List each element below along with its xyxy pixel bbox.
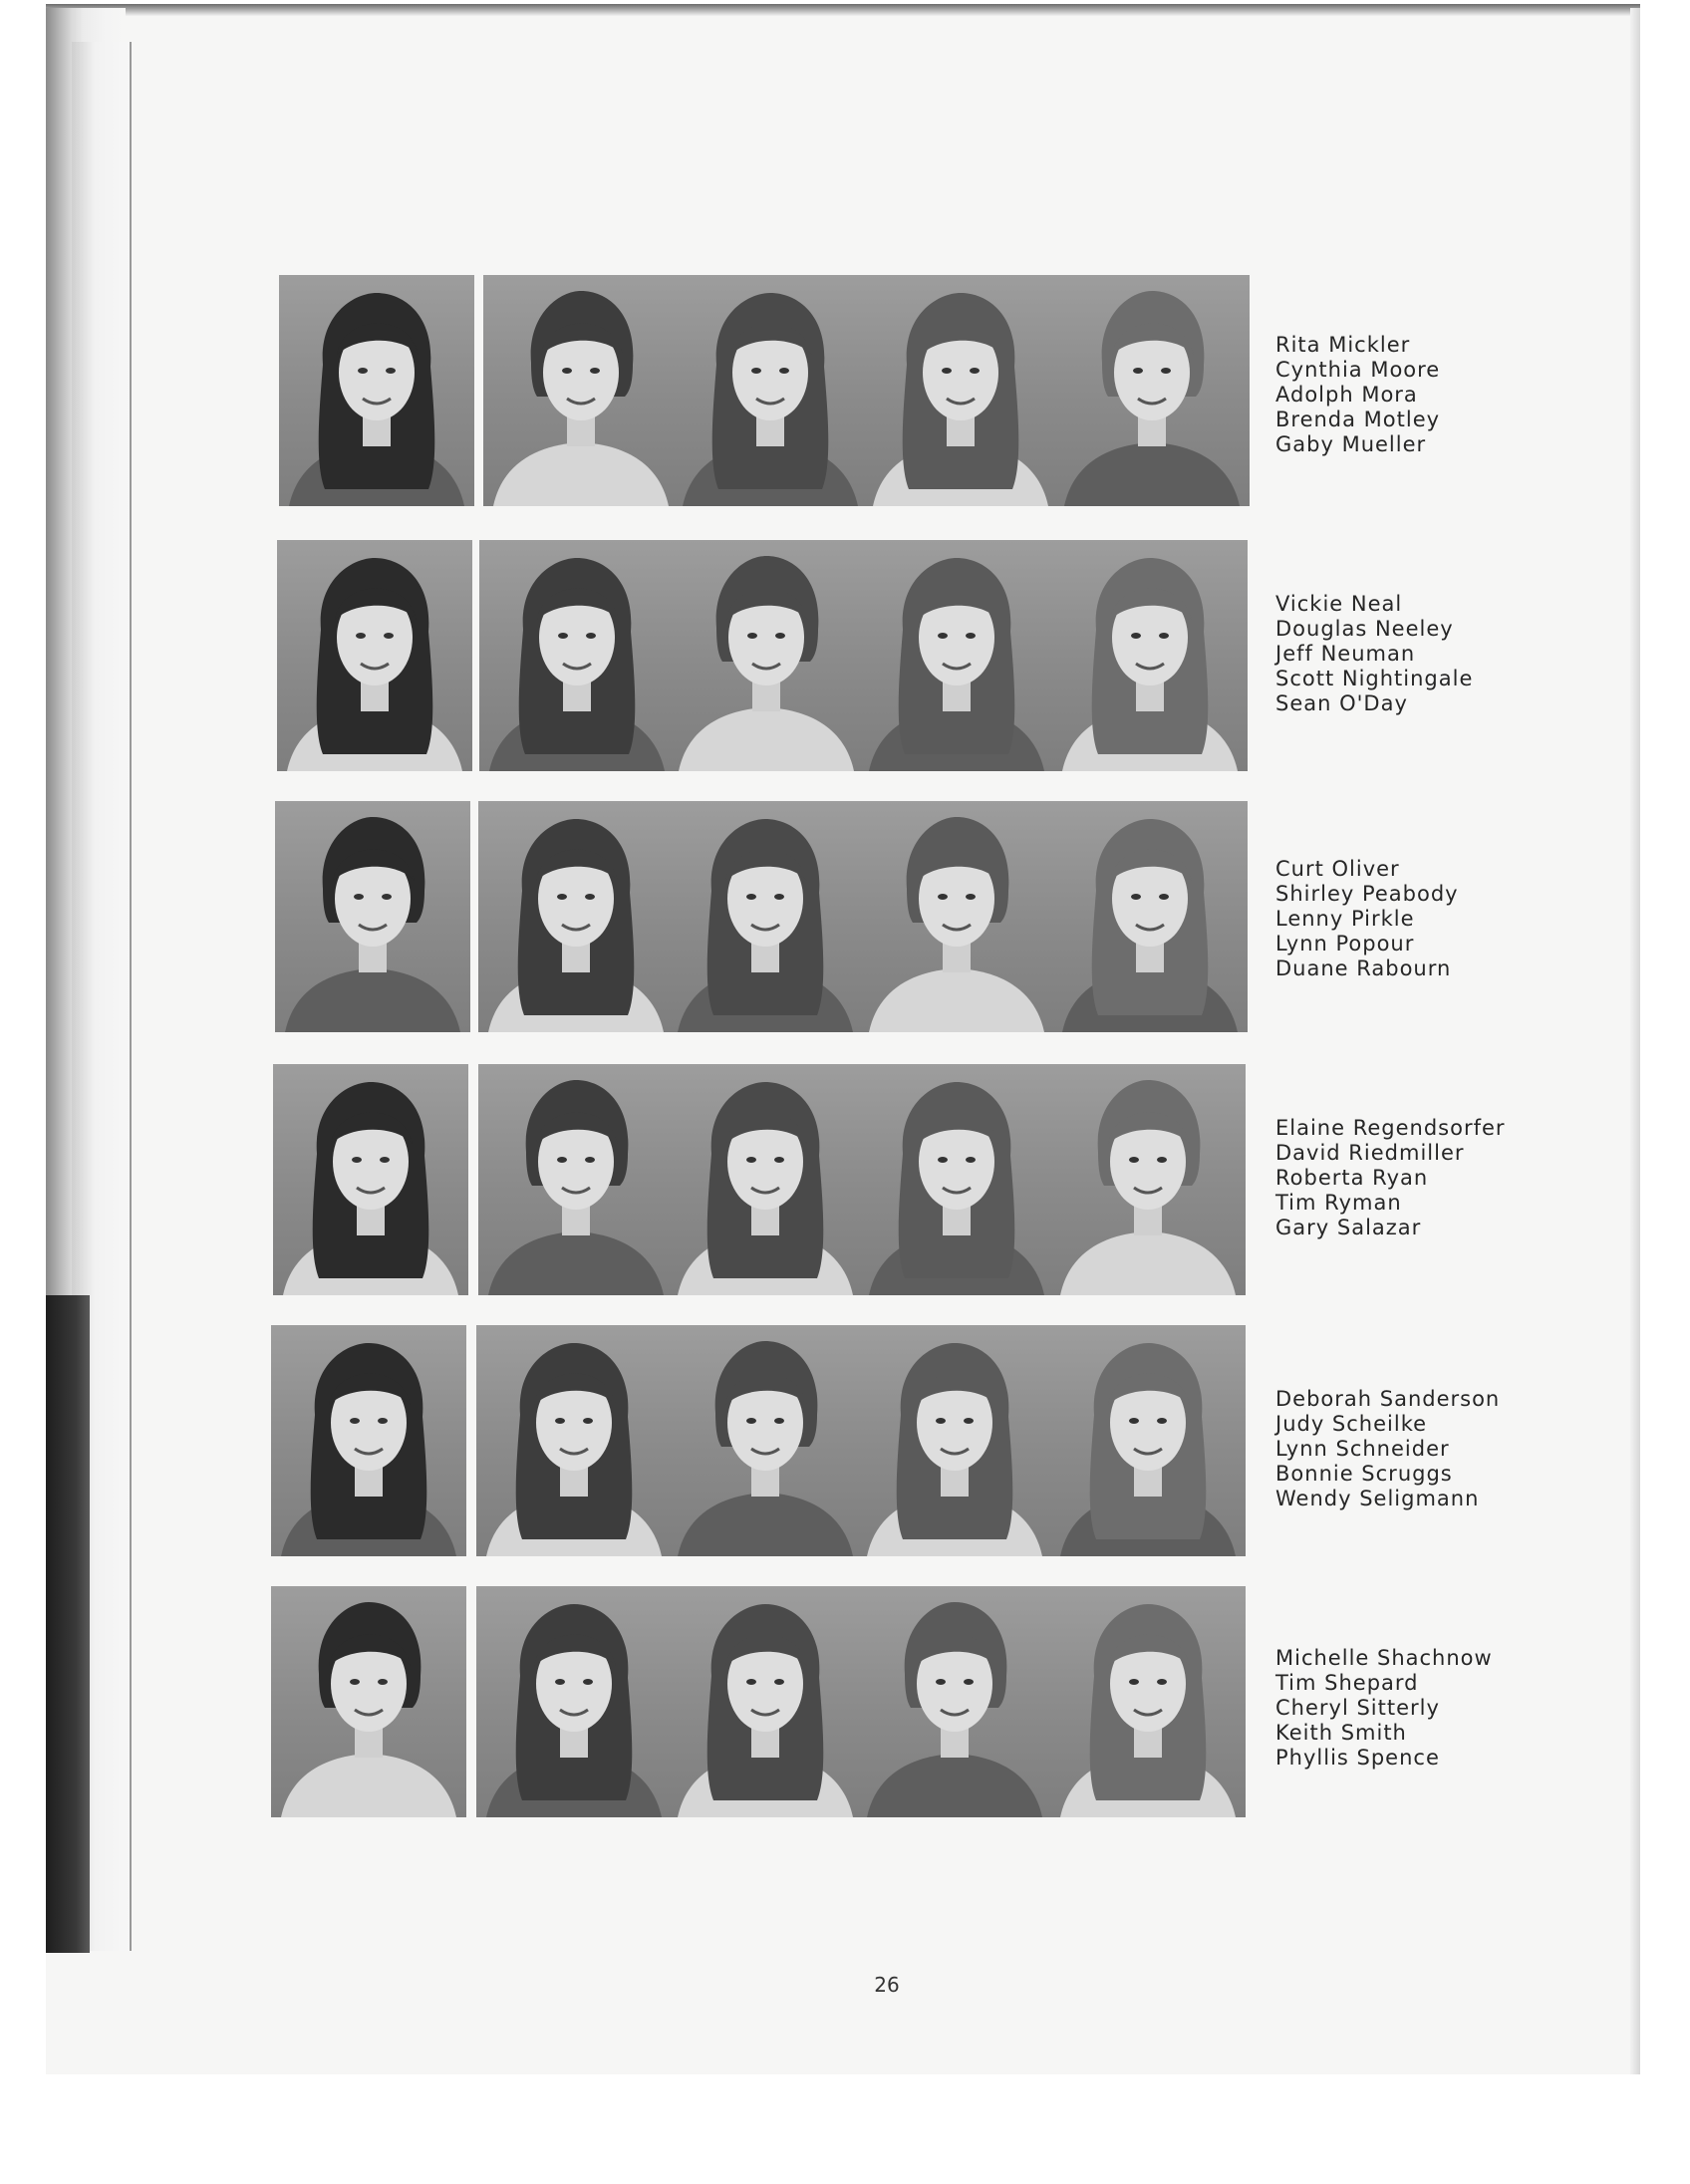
student-name: Douglas Neeley bbox=[1275, 617, 1454, 641]
portrait-photo bbox=[1052, 801, 1248, 1032]
portrait-silhouette bbox=[479, 540, 675, 771]
name-list bbox=[1275, 592, 1604, 716]
portrait-silhouette bbox=[668, 801, 863, 1032]
student-name: Gaby Mueller bbox=[1275, 432, 1427, 456]
portrait-silhouette bbox=[857, 1325, 1052, 1556]
student-name: Elaine Regendsorfer bbox=[1275, 1116, 1506, 1140]
student-name: Sean O'Day bbox=[1275, 691, 1408, 715]
portrait-photo bbox=[478, 1064, 674, 1295]
portrait-silhouette bbox=[1050, 1064, 1246, 1295]
portrait-silhouette bbox=[863, 275, 1058, 506]
portrait-photo bbox=[483, 275, 679, 506]
student-name: Bonnie Scruggs bbox=[1275, 1462, 1453, 1486]
portrait-silhouette bbox=[668, 1586, 863, 1817]
portrait-silhouette bbox=[476, 1325, 672, 1556]
portrait-silhouette bbox=[859, 540, 1054, 771]
portrait-photo bbox=[279, 275, 474, 506]
student-name: Lenny Pirkle bbox=[1275, 907, 1415, 931]
name-list bbox=[1275, 1387, 1604, 1511]
portrait-photo bbox=[859, 540, 1054, 771]
portrait-silhouette bbox=[483, 275, 679, 506]
portrait-photo bbox=[1050, 1586, 1246, 1817]
portrait-photo bbox=[478, 801, 674, 1032]
portrait-silhouette bbox=[857, 1586, 1052, 1817]
portrait-photo bbox=[668, 801, 863, 1032]
portrait-silhouette bbox=[1054, 275, 1250, 506]
portrait-silhouette bbox=[668, 1325, 863, 1556]
portrait-photo bbox=[863, 275, 1058, 506]
portrait-photo bbox=[668, 1325, 863, 1556]
page-number: 26 bbox=[874, 1973, 900, 1997]
portrait-silhouette bbox=[277, 540, 472, 771]
name-list bbox=[1275, 857, 1604, 981]
portrait-photo bbox=[668, 1586, 863, 1817]
portrait-photo bbox=[275, 801, 470, 1032]
portrait-silhouette bbox=[673, 275, 868, 506]
portrait-silhouette bbox=[668, 1064, 863, 1295]
portrait-photo bbox=[271, 1325, 466, 1556]
student-name: Curt Oliver bbox=[1275, 857, 1400, 881]
portrait-photo bbox=[476, 1325, 672, 1556]
portrait-photo bbox=[476, 1586, 672, 1817]
portrait-photo bbox=[1054, 275, 1250, 506]
portrait-photo bbox=[271, 1586, 466, 1817]
student-name: Lynn Schneider bbox=[1275, 1437, 1450, 1461]
portrait-photo bbox=[668, 1064, 863, 1295]
student-name: Brenda Motley bbox=[1275, 408, 1441, 431]
student-name: Judy Scheilke bbox=[1275, 1412, 1428, 1436]
student-name: Duane Rabourn bbox=[1275, 956, 1452, 980]
student-name: David Riedmiller bbox=[1275, 1141, 1465, 1165]
portrait-silhouette bbox=[859, 1064, 1054, 1295]
student-name: Cheryl Sitterly bbox=[1275, 1696, 1440, 1720]
portrait-photo bbox=[1050, 1325, 1246, 1556]
portrait-silhouette bbox=[1052, 540, 1248, 771]
portrait-silhouette bbox=[279, 275, 474, 506]
portrait-silhouette bbox=[859, 801, 1054, 1032]
student-name: Jeff Neuman bbox=[1275, 642, 1416, 666]
student-name: Scott Nightingale bbox=[1275, 667, 1474, 690]
binding-dark-edge bbox=[46, 1295, 90, 1953]
student-name: Adolph Mora bbox=[1275, 383, 1418, 407]
student-name: Wendy Seligmann bbox=[1275, 1487, 1480, 1510]
page-right-edge bbox=[1630, 8, 1640, 2074]
student-name: Gary Salazar bbox=[1275, 1216, 1422, 1239]
portrait-photo bbox=[857, 1325, 1052, 1556]
student-name: Deborah Sanderson bbox=[1275, 1387, 1501, 1411]
portrait-photo bbox=[859, 801, 1054, 1032]
portrait-silhouette bbox=[271, 1586, 466, 1817]
student-name: Lynn Popour bbox=[1275, 932, 1415, 956]
portrait-silhouette bbox=[669, 540, 864, 771]
portrait-photo bbox=[1050, 1064, 1246, 1295]
name-list bbox=[1275, 1646, 1604, 1771]
portrait-photo bbox=[277, 540, 472, 771]
portrait-silhouette bbox=[273, 1064, 468, 1295]
portrait-photo bbox=[273, 1064, 468, 1295]
portrait-photo bbox=[673, 275, 868, 506]
page-top-edge bbox=[46, 4, 1640, 16]
student-name: Vickie Neal bbox=[1275, 592, 1403, 616]
portrait-silhouette bbox=[1050, 1325, 1246, 1556]
student-name: Shirley Peabody bbox=[1275, 882, 1459, 906]
student-name: Phyllis Spence bbox=[1275, 1746, 1440, 1770]
student-name: Cynthia Moore bbox=[1275, 358, 1441, 382]
portrait-photo bbox=[479, 540, 675, 771]
portrait-silhouette bbox=[476, 1586, 672, 1817]
portrait-photo bbox=[857, 1586, 1052, 1817]
portrait-silhouette bbox=[271, 1325, 466, 1556]
portrait-photo bbox=[669, 540, 864, 771]
portrait-silhouette bbox=[1050, 1586, 1246, 1817]
name-list bbox=[1275, 1116, 1604, 1240]
portrait-photo bbox=[859, 1064, 1054, 1295]
student-name: Tim Ryman bbox=[1275, 1191, 1402, 1215]
portrait-silhouette bbox=[478, 801, 674, 1032]
student-name: Michelle Shachnow bbox=[1275, 1646, 1493, 1670]
student-name: Keith Smith bbox=[1275, 1721, 1407, 1745]
student-name: Tim Shepard bbox=[1275, 1671, 1419, 1695]
portrait-silhouette bbox=[1052, 801, 1248, 1032]
student-name: Roberta Ryan bbox=[1275, 1166, 1429, 1190]
portrait-silhouette bbox=[275, 801, 470, 1032]
student-name: Rita Mickler bbox=[1275, 333, 1411, 357]
portrait-photo bbox=[1052, 540, 1248, 771]
portrait-silhouette bbox=[478, 1064, 674, 1295]
name-list bbox=[1275, 333, 1604, 457]
